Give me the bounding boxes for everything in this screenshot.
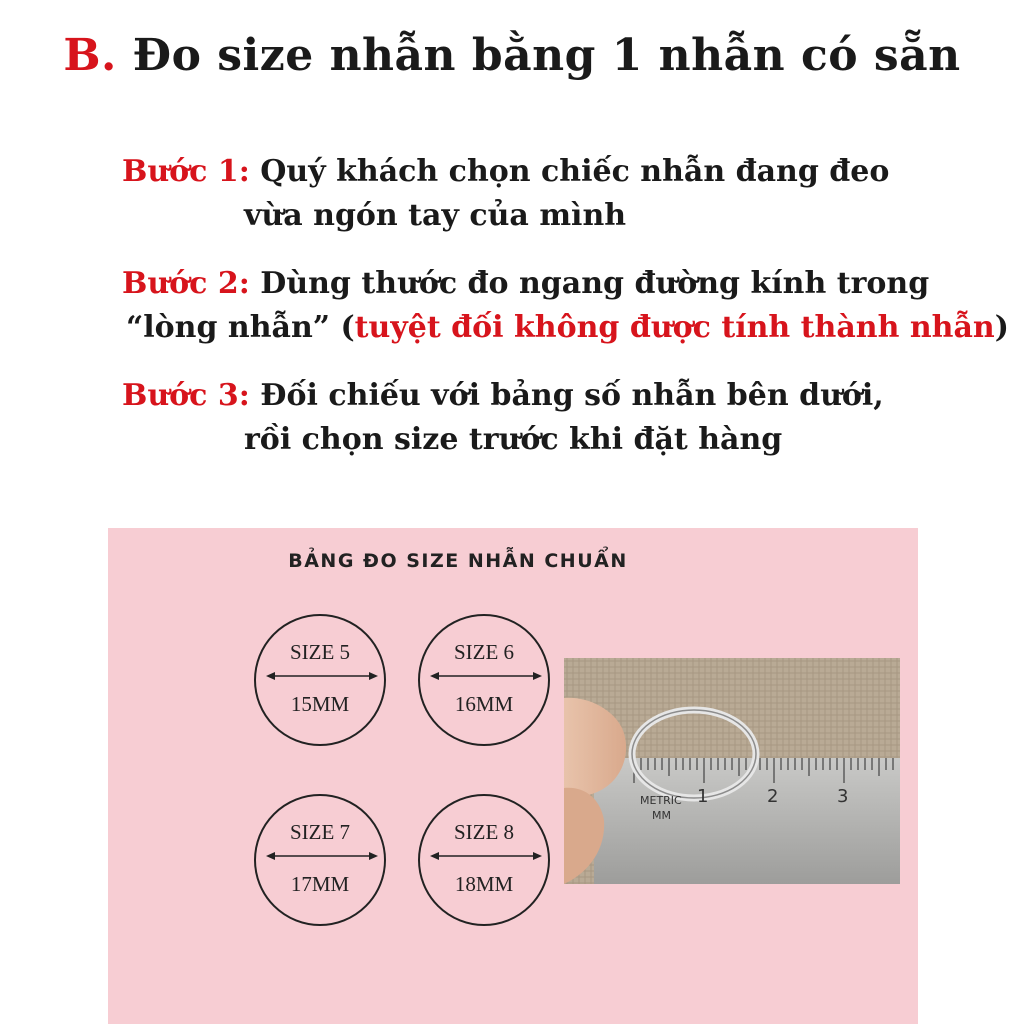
step-2-warning: tuyệt đối không được tính thành nhẫn [354,310,995,345]
step-1-line2: vừa ngón tay của mình [244,198,627,233]
size-chart-panel [108,528,918,1024]
section-letter: B. [63,30,117,81]
ruler-metric-label: METRIC [640,794,682,807]
step-1 [122,150,889,238]
ruler-unit-label: MM [652,809,671,822]
ruler-number: 3 [837,786,849,807]
diameter-arrow-icon [430,850,542,862]
size-mm: 16MM [454,692,514,716]
size-circle [418,794,550,926]
title-text: Đo size nhẫn bằng 1 nhẫn có sẵn [132,30,961,81]
step-2-line1: Dùng thước đo ngang đường kính trong [260,266,930,301]
size-label: SIZE 7 [289,820,351,844]
size-circle [254,614,386,746]
step-3-label: Bước 3: [122,378,250,413]
size-mm: 18MM [454,872,514,896]
size-label: SIZE 6 [453,640,515,664]
size-mm: 17MM [290,872,350,896]
step-2-label: Bước 2: [122,266,250,301]
size-circle [418,614,550,746]
step-1-line1: Quý khách chọn chiếc nhẫn đang đeo [260,154,890,189]
size-chart-title: BẢNG ĐO SIZE NHẪN CHUẨN [288,550,628,572]
page-title [0,30,1024,81]
diameter-arrow-icon [266,850,378,862]
step-2-line2-post: ) [994,310,1009,345]
size-mm: 15MM [290,692,350,716]
size-circle [254,794,386,926]
step-2 [122,262,1009,350]
ruler-number: 2 [767,786,779,807]
step-2-line2-pre: “lòng nhẫn” ( [126,310,355,345]
step-3 [122,374,884,462]
ruler-number: 1 [697,786,709,807]
step-2-line2 [122,306,1009,350]
diameter-arrow-icon [266,670,378,682]
size-label: SIZE 8 [453,820,515,844]
diameter-arrow-icon [430,670,542,682]
step-3-line1: Đối chiếu với bảng số nhẫn bên dưới, [260,378,884,413]
step-3-line2: rồi chọn size trước khi đặt hàng [244,422,783,457]
size-label: SIZE 5 [289,640,351,664]
ring-measurement-photo [564,658,900,884]
step-1-label: Bước 1: [122,154,250,189]
